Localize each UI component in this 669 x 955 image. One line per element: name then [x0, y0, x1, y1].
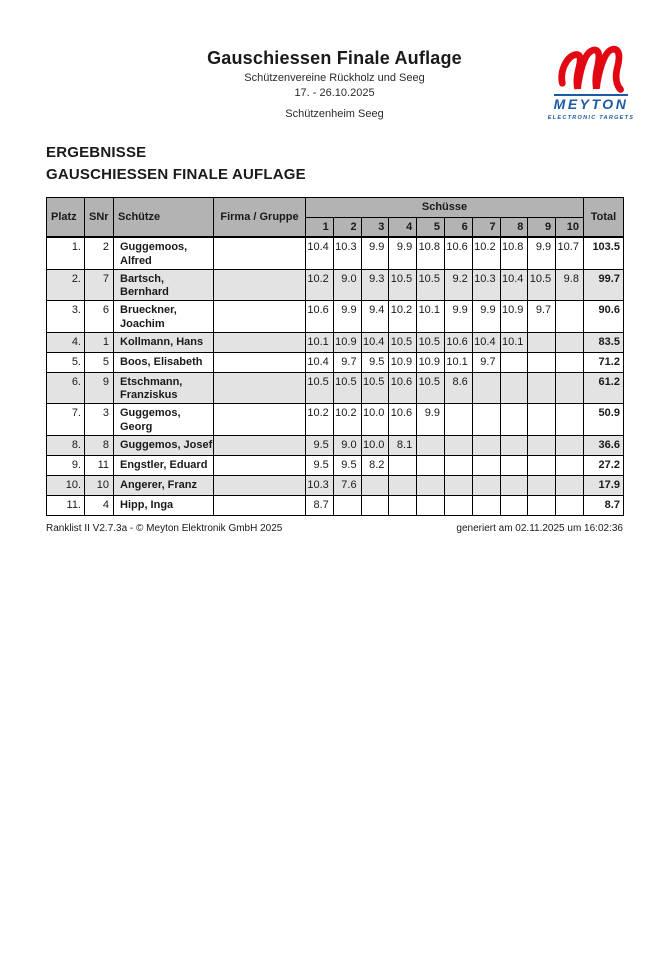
total-cell: 90.6 — [583, 301, 623, 333]
shot-cell: 10.9 — [417, 352, 445, 372]
firma-cell — [214, 404, 306, 436]
result-row — [47, 269, 624, 301]
platz-cell: 5. — [47, 352, 85, 372]
shot-number-header: 5 — [417, 217, 445, 237]
platz-cell: 9. — [47, 455, 85, 475]
shooter-name-cell: Brueckner, Joachim — [114, 301, 214, 333]
shot-cell: 8.6 — [444, 372, 472, 404]
shot-cell — [500, 495, 528, 515]
shooter-name-cell: Kollmann, Hans — [114, 332, 214, 352]
shot-cell — [472, 455, 500, 475]
shot-cell: 10.4 — [306, 352, 334, 372]
footer-generated-timestamp: generiert am 02.11.2025 um 16:02:36 — [456, 522, 623, 534]
col-header-snr: SNr — [85, 197, 114, 237]
shot-number-header: 2 — [333, 217, 361, 237]
shot-cell — [361, 475, 389, 495]
shot-cell — [500, 404, 528, 436]
platz-cell: 8. — [47, 435, 85, 455]
shot-cell — [472, 495, 500, 515]
shot-cell — [472, 404, 500, 436]
result-row — [47, 475, 624, 495]
shot-cell — [556, 301, 584, 333]
shooter-name-cell: Guggemos, Josef — [114, 435, 214, 455]
shot-cell — [556, 352, 584, 372]
shot-cell — [361, 495, 389, 515]
platz-cell: 10. — [47, 475, 85, 495]
shot-cell — [417, 475, 445, 495]
shot-cell: 10.0 — [361, 435, 389, 455]
result-row — [47, 301, 624, 333]
firma-cell — [214, 352, 306, 372]
shot-cell: 10.2 — [306, 404, 334, 436]
shot-cell: 9.9 — [472, 301, 500, 333]
shot-cell: 10.5 — [361, 372, 389, 404]
shot-cell: 10.5 — [389, 269, 417, 301]
firma-cell — [214, 269, 306, 301]
shot-cell: 8.2 — [361, 455, 389, 475]
total-cell: 27.2 — [583, 455, 623, 475]
shot-number-header: 1 — [306, 217, 334, 237]
shooter-name-cell: Bartsch, Bernhard — [114, 269, 214, 301]
shot-cell: 9.9 — [361, 237, 389, 269]
organizer-line: Schützenvereine Rückholz und Seeg — [244, 72, 425, 84]
platz-cell: 7. — [47, 404, 85, 436]
shot-cell — [500, 475, 528, 495]
shot-cell — [417, 435, 445, 455]
total-cell: 103.5 — [583, 237, 623, 269]
shot-cell: 10.3 — [472, 269, 500, 301]
platz-cell: 6. — [47, 372, 85, 404]
shooter-name-cell: Boos, Elisabeth — [114, 352, 214, 372]
shot-cell — [389, 475, 417, 495]
shot-cell — [333, 495, 361, 515]
firma-cell — [214, 495, 306, 515]
shot-cell — [444, 495, 472, 515]
shot-cell: 8.7 — [306, 495, 334, 515]
shot-cell: 10.4 — [472, 332, 500, 352]
results-table — [46, 197, 624, 516]
shot-cell: 9.5 — [361, 352, 389, 372]
shot-cell: 9.9 — [333, 301, 361, 333]
shooter-name-cell: Guggemoos, Alfred — [114, 237, 214, 269]
shot-cell — [417, 495, 445, 515]
shot-cell: 9.7 — [333, 352, 361, 372]
firma-cell — [214, 372, 306, 404]
firma-cell — [214, 455, 306, 475]
shot-cell: 9.0 — [333, 269, 361, 301]
shot-cell: 10.9 — [333, 332, 361, 352]
section-heading-event: GAUSCHIESSEN FINALE AUFLAGE — [46, 165, 306, 183]
col-header-schuetze: Schütze — [114, 197, 214, 237]
shot-cell: 9.0 — [333, 435, 361, 455]
shot-cell: 10.3 — [306, 475, 334, 495]
shot-cell: 9.7 — [472, 352, 500, 372]
snr-cell: 3 — [85, 404, 114, 436]
shooter-name-cell: Etschmann, Franziskus — [114, 372, 214, 404]
venue-line: Schützenheim Seeg — [285, 108, 384, 120]
shot-cell: 10.2 — [389, 301, 417, 333]
snr-cell: 11 — [85, 455, 114, 475]
shot-cell: 10.6 — [306, 301, 334, 333]
shot-number-header: 3 — [361, 217, 389, 237]
shot-cell — [528, 495, 556, 515]
total-cell: 36.6 — [583, 435, 623, 455]
shot-cell: 10.1 — [444, 352, 472, 372]
total-cell: 8.7 — [583, 495, 623, 515]
shot-cell: 9.5 — [306, 435, 334, 455]
meyton-m-icon — [551, 42, 631, 94]
shot-cell — [556, 495, 584, 515]
snr-cell: 8 — [85, 435, 114, 455]
shot-cell: 9.3 — [361, 269, 389, 301]
shot-cell — [500, 372, 528, 404]
shot-cell: 10.4 — [500, 269, 528, 301]
shot-number-header: 4 — [389, 217, 417, 237]
shot-cell — [528, 404, 556, 436]
total-cell: 61.2 — [583, 372, 623, 404]
shot-cell — [528, 352, 556, 372]
shot-cell — [472, 435, 500, 455]
platz-cell: 2. — [47, 269, 85, 301]
shot-cell: 9.4 — [361, 301, 389, 333]
snr-cell: 9 — [85, 372, 114, 404]
platz-cell: 11. — [47, 495, 85, 515]
platz-cell: 1. — [47, 237, 85, 269]
meyton-tagline: ELECTRONIC TARGETS — [547, 115, 635, 121]
result-row — [47, 352, 624, 372]
snr-cell: 6 — [85, 301, 114, 333]
shot-cell — [556, 435, 584, 455]
shot-cell: 10.2 — [472, 237, 500, 269]
shot-cell: 10.8 — [500, 237, 528, 269]
shooter-name-cell: Guggemos, Georg — [114, 404, 214, 436]
shot-cell: 10.5 — [417, 269, 445, 301]
shot-cell: 10.6 — [389, 404, 417, 436]
col-header-firma: Firma / Gruppe — [214, 197, 306, 237]
platz-cell: 3. — [47, 301, 85, 333]
snr-cell: 10 — [85, 475, 114, 495]
shot-cell: 10.9 — [389, 352, 417, 372]
date-range: 17. - 26.10.2025 — [294, 87, 375, 99]
shooter-name-cell: Engstler, Eduard — [114, 455, 214, 475]
shot-cell: 10.6 — [389, 372, 417, 404]
shot-cell: 10.2 — [306, 269, 334, 301]
shot-cell — [556, 332, 584, 352]
platz-cell: 4. — [47, 332, 85, 352]
shot-cell: 10.6 — [444, 332, 472, 352]
shot-cell — [556, 475, 584, 495]
shot-cell: 9.8 — [556, 269, 584, 301]
shot-number-header: 6 — [444, 217, 472, 237]
shot-cell: 10.1 — [306, 332, 334, 352]
col-header-total: Total — [583, 197, 623, 237]
shot-cell — [500, 455, 528, 475]
total-cell: 83.5 — [583, 332, 623, 352]
shot-cell: 10.4 — [361, 332, 389, 352]
result-row — [47, 372, 624, 404]
firma-cell — [214, 332, 306, 352]
shot-cell — [444, 435, 472, 455]
shot-cell: 9.9 — [389, 237, 417, 269]
col-header-schuesse: Schüsse — [306, 197, 584, 217]
shot-cell — [528, 372, 556, 404]
result-row — [47, 237, 624, 269]
shot-cell: 10.5 — [389, 332, 417, 352]
firma-cell — [214, 475, 306, 495]
total-cell: 99.7 — [583, 269, 623, 301]
section-heading — [46, 142, 669, 186]
shot-cell — [389, 495, 417, 515]
shot-cell: 10.4 — [306, 237, 334, 269]
shot-cell — [528, 455, 556, 475]
shot-cell: 10.5 — [417, 332, 445, 352]
meyton-logo — [546, 42, 636, 121]
document-footer — [46, 523, 623, 534]
result-row — [47, 404, 624, 436]
shot-cell: 9.9 — [528, 237, 556, 269]
firma-cell — [214, 435, 306, 455]
total-cell: 17.9 — [583, 475, 623, 495]
firma-cell — [214, 301, 306, 333]
shot-cell — [556, 372, 584, 404]
shot-cell — [528, 332, 556, 352]
shot-cell: 10.1 — [500, 332, 528, 352]
snr-cell: 5 — [85, 352, 114, 372]
shot-cell — [556, 404, 584, 436]
shot-cell — [444, 475, 472, 495]
shot-cell — [556, 455, 584, 475]
snr-cell: 2 — [85, 237, 114, 269]
shot-number-header: 8 — [500, 217, 528, 237]
shot-cell: 10.0 — [361, 404, 389, 436]
shot-cell: 10.2 — [333, 404, 361, 436]
shot-cell — [500, 352, 528, 372]
shot-cell: 10.5 — [528, 269, 556, 301]
section-heading-results: ERGEBNISSE — [46, 144, 147, 161]
document-header — [0, 0, 669, 120]
shot-cell: 9.2 — [444, 269, 472, 301]
meyton-wordmark: MEYTON — [553, 96, 629, 112]
total-cell: 71.2 — [583, 352, 623, 372]
shot-cell — [500, 435, 528, 455]
shot-cell: 9.5 — [333, 455, 361, 475]
snr-cell: 1 — [85, 332, 114, 352]
shot-cell: 10.5 — [417, 372, 445, 404]
shot-cell: 7.6 — [333, 475, 361, 495]
result-row — [47, 332, 624, 352]
snr-cell: 4 — [85, 495, 114, 515]
firma-cell — [214, 237, 306, 269]
result-row — [47, 455, 624, 475]
shot-cell — [472, 372, 500, 404]
shot-cell — [528, 475, 556, 495]
document-title: Gauschiessen Finale Auflage — [207, 48, 462, 68]
result-row — [47, 435, 624, 455]
shot-cell: 10.7 — [556, 237, 584, 269]
shot-cell: 8.1 — [389, 435, 417, 455]
shot-cell — [528, 435, 556, 455]
shot-cell: 9.7 — [528, 301, 556, 333]
result-row — [47, 495, 624, 515]
shot-cell: 10.3 — [333, 237, 361, 269]
shot-cell: 9.9 — [417, 404, 445, 436]
total-cell: 50.9 — [583, 404, 623, 436]
shot-cell: 10.5 — [306, 372, 334, 404]
snr-cell: 7 — [85, 269, 114, 301]
shot-cell — [417, 455, 445, 475]
shot-cell: 10.9 — [500, 301, 528, 333]
shot-cell — [389, 455, 417, 475]
table-header-row — [47, 197, 624, 217]
shot-number-header: 10 — [556, 217, 584, 237]
shot-cell: 10.6 — [444, 237, 472, 269]
col-header-platz: Platz — [47, 197, 85, 237]
shooter-name-cell: Angerer, Franz — [114, 475, 214, 495]
shot-cell — [472, 475, 500, 495]
shot-cell: 9.5 — [306, 455, 334, 475]
shot-cell — [444, 455, 472, 475]
footer-version: Ranklist II V2.7.3a - © Meyton Elektronik GmbH 2025 — [46, 522, 283, 534]
shot-cell: 10.1 — [417, 301, 445, 333]
shot-number-header: 9 — [528, 217, 556, 237]
shooter-name-cell: Hipp, Inga — [114, 495, 214, 515]
shot-number-header: 7 — [472, 217, 500, 237]
shot-cell: 9.9 — [444, 301, 472, 333]
shot-cell: 10.5 — [333, 372, 361, 404]
shot-cell — [444, 404, 472, 436]
shot-cell: 10.8 — [417, 237, 445, 269]
